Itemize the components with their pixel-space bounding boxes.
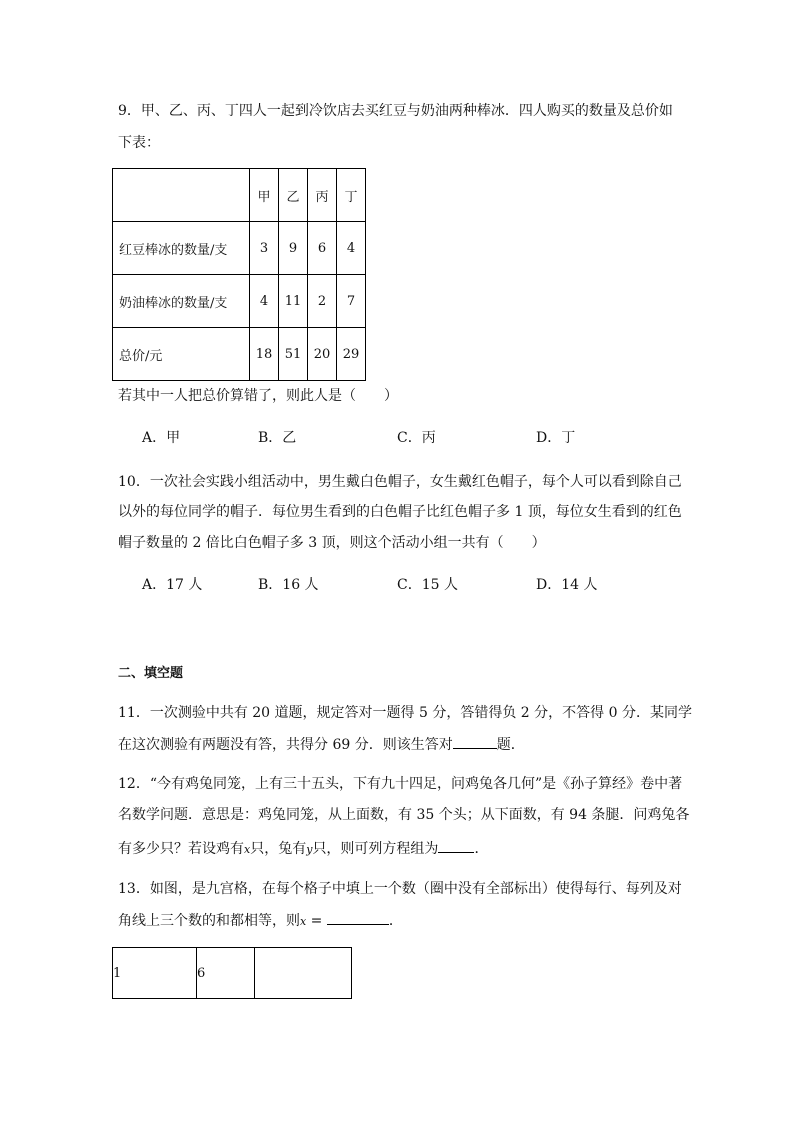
q12-line3-end: ． [474, 841, 489, 857]
table-cell: 51 [279, 328, 308, 381]
q9-line2: 下表： [118, 135, 160, 151]
table-row [113, 169, 366, 222]
q12-line3-text-c: 只，则可列方程组为 [312, 841, 439, 857]
q9-option-b[interactable]: B．乙 [258, 430, 297, 446]
q12-line3-text-a: 有多少只？若设鸡有 [118, 841, 244, 857]
table-row [113, 948, 352, 999]
grid-cell: 6 [197, 948, 255, 999]
table-header-cell: 乙 [279, 169, 308, 222]
table-row [113, 275, 366, 328]
q11-line2-text: 在这次测验有两题没有答，共得分 69 分．则该生答对 [118, 737, 453, 753]
q10-line2: 以外的每位同学的帽子．每位男生看到的白色帽子比红色帽子多 1 顶，每位女生看到的红色 [118, 504, 682, 520]
grid-cell: 1 [113, 948, 197, 999]
grid-cell [255, 948, 352, 999]
q12-var-y: y [306, 843, 313, 856]
q12-var-x: x [244, 843, 251, 856]
q11-line2-end: 题． [496, 737, 525, 753]
table-cell: 11 [279, 275, 308, 328]
q13-line2-end: ． [388, 913, 403, 929]
table-header-cell: 甲 [250, 169, 279, 222]
table-cell: 6 [308, 222, 337, 275]
table-cell: 18 [250, 328, 279, 381]
q9-line1: 9．甲、乙、丙、丁四人一起到冷饮店去买红豆与奶油两种棒冰．四人购买的数量及总价如 [118, 103, 673, 119]
q13-line2 [118, 910, 403, 932]
q13-line2-text: 角线上三个数的和都相等，则 [118, 913, 300, 929]
q9-question: 若其中一人把总价算错了，则此人是（ ） [118, 388, 398, 404]
q9-option-a[interactable]: A．甲 [142, 430, 181, 446]
table-header-cell: 丁 [337, 169, 366, 222]
table-cell: 4 [337, 222, 366, 275]
q12-answer-blank[interactable] [438, 838, 474, 853]
table-cell: 7 [337, 275, 366, 328]
table-cell: 3 [250, 222, 279, 275]
q12-line3-text-b: 只，兔有 [250, 841, 307, 857]
table-header-cell [113, 169, 250, 222]
q10-line3: 帽子数量的 2 倍比白色帽子多 3 顶，则这个活动小组一共有（ ） [118, 535, 546, 551]
q11-line2 [118, 734, 525, 755]
table-cell: 4 [250, 275, 279, 328]
q10-line1: 10．一次社会实践小组活动中，男生戴白色帽子，女生戴红色帽子，每个人可以看到除自己 [118, 474, 682, 490]
q10-option-a[interactable]: A．17 人 [142, 577, 203, 593]
q13-line1: 13．如图，是九宫格，在每个格子中填上一个数（圈中没有全部标出）使得每行、每列及对 [118, 881, 682, 897]
q10-option-d[interactable]: D．14 人 [536, 577, 598, 593]
q10-option-b[interactable]: B．16 人 [258, 577, 319, 593]
q11-line1: 11．一次测验中共有 20 道题，规定答对一题得 5 分，答错得负 2 分，不答得 0 分．某同学 [118, 705, 692, 721]
q13-answer-blank[interactable] [327, 910, 389, 925]
q9-option-d[interactable]: D．丁 [536, 430, 576, 446]
table-header-cell: 丙 [308, 169, 337, 222]
q12-line2: 名数学问题．意思是：鸡兔同笼，从上面数，有 35 个头；从下面数，有 94 条腿．问鸡兔各 [118, 807, 690, 823]
q10-option-c[interactable]: C．15 人 [397, 577, 458, 593]
q9-option-c[interactable]: C．丙 [397, 430, 436, 446]
table-row-label: 奶油棒冰的数量/支 [113, 275, 250, 328]
q13-equals: = [306, 913, 327, 929]
table-row-label: 红豆棒冰的数量/支 [113, 222, 250, 275]
table-row-label: 总价/元 [113, 328, 250, 381]
section-title: 二、填空题 [118, 666, 184, 681]
q13-nine-grid [112, 947, 352, 999]
q9-table [112, 168, 366, 381]
table-row [113, 222, 366, 275]
table-cell: 9 [279, 222, 308, 275]
q13-var-x: x [300, 915, 307, 928]
table-cell: 2 [308, 275, 337, 328]
q12-line3 [118, 838, 488, 860]
table-cell: 20 [308, 328, 337, 381]
table-row [113, 328, 366, 381]
q12-line1: 12．“今有鸡兔同笼，上有三十五头，下有九十四足，问鸡兔各几何”是《孙子算经》卷中著 [118, 776, 683, 792]
q11-answer-blank[interactable] [453, 734, 497, 749]
table-cell: 29 [337, 328, 366, 381]
